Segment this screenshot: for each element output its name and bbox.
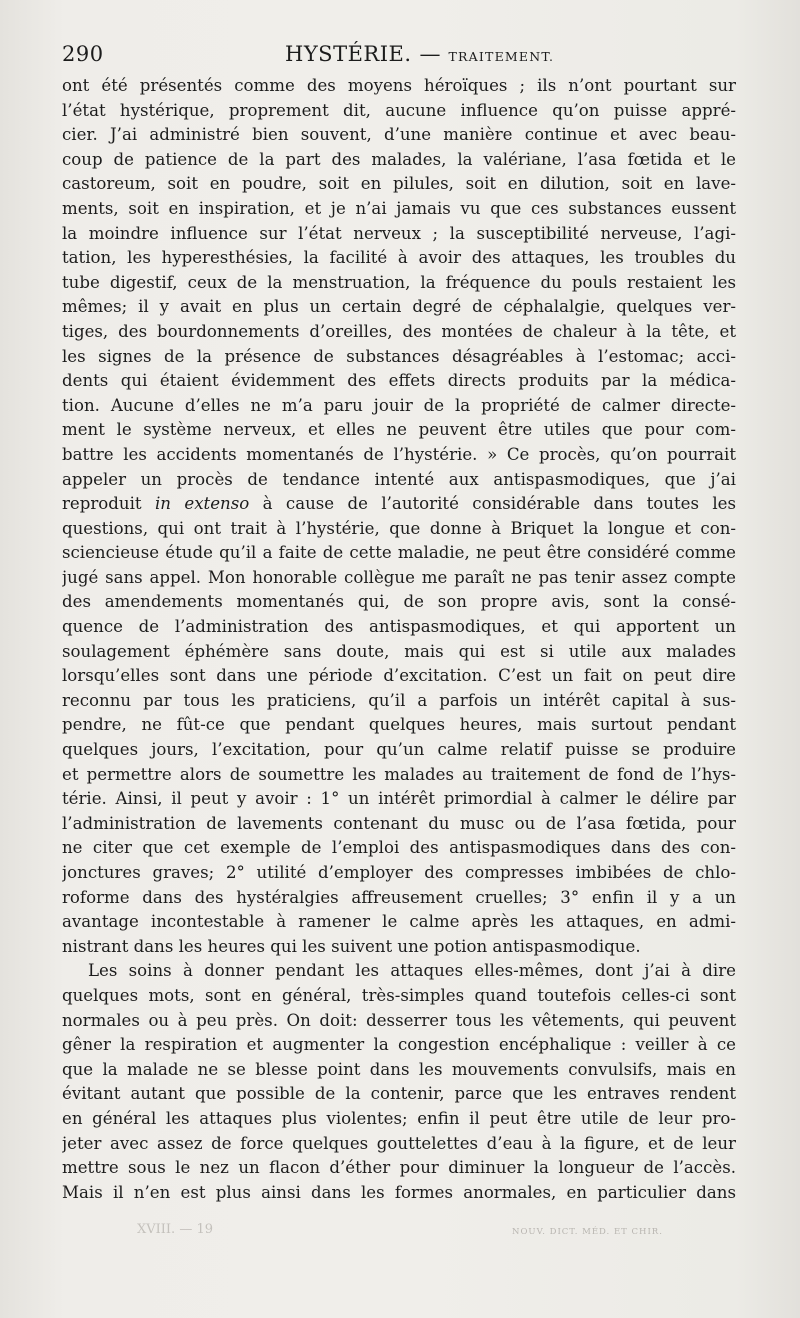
text-line: la moindre influence sur l’état nerveux ; la susceptibilité nerveuse, l’agi-: [62, 223, 736, 243]
text-line: gêner la respiration et augmenter la congestion encéphalique : veiller à ce: [62, 1035, 736, 1055]
text-line: quelques mots, sont en général, très-simples quand toutefois celles-ci sont: [62, 985, 736, 1005]
text-line: ments, soit en inspiration, et je n’ai jamais vu que ces substances eussent: [62, 198, 736, 218]
text-line: les signes de la présence de substances désagréables à l’estomac; acci-: [62, 346, 736, 366]
text-line: dents qui étaient évidemment des effets directs produits par la médica-: [62, 371, 736, 391]
text-line: tube digestif, ceux de la menstruation, la fréquence du pouls restaient les: [62, 272, 736, 292]
text-line: sciencieuse étude qu’il a faite de cette maladie, ne peut être considéré comme: [62, 543, 736, 563]
text-line: Les soins à donner pendant les attaques elles-mêmes, dont j’ai à dire: [88, 961, 736, 981]
text-line: ont été présentés comme des moyens héroïques ; ils n’ont pourtant sur: [62, 76, 736, 95]
text-line: battre les accidents momentanés de l’hystérie. » Ce procès, qu’on pourrait: [62, 444, 736, 464]
text-line: en général les attaques plus violentes; enfin il peut être utile de leur pro-: [62, 1108, 736, 1128]
text-line: jugé sans appel. Mon honorable collègue me paraît ne pas tenir assez compte: [62, 567, 736, 587]
text-line: tion. Aucune d’elles ne m’a paru jouir de la propriété de calmer directe-: [62, 395, 736, 415]
text-line: coup de patience de la part des malades, la valériane, l’asa fœtida et le: [62, 149, 736, 169]
text-line: roforme dans des hystéralgies affreusement cruelles; 3° enfin il y a un: [62, 887, 736, 907]
text-line: lorsqu’elles sont dans une période d’excitation. C’est un fait on peut dire: [62, 666, 736, 686]
text-line: appeler un procès de tendance intenté aux antispasmodiques, que j’ai: [62, 469, 736, 489]
text-line: évitant autant que possible de la contenir, parce que les entraves rendent: [62, 1084, 736, 1104]
text-line: normales ou à peu près. On doit: desserrer tous les vêtements, qui peuvent: [62, 1010, 736, 1030]
running-header: [62, 38, 738, 68]
text-line: avantage incontestable à ramener le calme après les attaques, en admi-: [62, 912, 736, 932]
text-line: pendre, ne fût-ce que pendant quelques heures, mais surtout pendant: [62, 715, 736, 735]
running-title-main: HYSTÉRIE.: [285, 42, 412, 66]
text-line: tiges, des bourdonnements d’oreilles, des montées de chaleur à la tête, et: [62, 321, 736, 341]
running-title: [285, 42, 554, 66]
italic-phrase: in extenso: [154, 494, 250, 514]
text-line: jeter avec assez de force quelques gouttelettes d’eau à la figure, et de leur: [62, 1133, 736, 1153]
running-title-dash: —: [419, 42, 441, 66]
text-line: Mais il n’en est plus ainsi dans les formes anormales, en particulier dans: [62, 1182, 736, 1202]
signature-mark: XVIII. — 19: [137, 1222, 213, 1237]
text-line: ment le système nerveux, et elles ne peuvent être utiles que pour com-: [62, 420, 736, 440]
text-line: tation, les hyperesthésies, la facilité à avoir des attaques, les troubles du: [62, 248, 736, 268]
text-line: castoreum, soit en poudre, soit en pilules, soit en dilution, soit en lave-: [62, 174, 736, 194]
running-title-sub: TRAITEMENT.: [448, 49, 555, 64]
text-line: soulagement éphémère sans doute, mais qui est si utile aux malades: [62, 641, 736, 661]
text-line: questions, qui ont trait à l’hystérie, que donne à Briquet la longue et con-: [62, 518, 736, 538]
text-line: reproduit in extenso à cause de l’autorité considérable dans toutes les: [62, 494, 736, 514]
text-line: térie. Ainsi, il peut y avoir : 1° un intérêt primordial à calmer le délire par: [62, 789, 736, 809]
text-line: reconnu par tous les praticiens, qu’il a parfois un intérêt capital à sus-: [62, 690, 736, 710]
page-number: 290: [62, 42, 104, 66]
text-line: des amendements momentanés qui, de son propre avis, sont la consé-: [62, 592, 736, 612]
text-line: mêmes; il y avait en plus un certain degré de céphalalgie, quelques ver-: [62, 297, 736, 317]
text-line: et permettre alors de soumettre les malades au traitement de fond de l’hys-: [62, 764, 736, 784]
text-line: nistrant dans les heures qui les suivent une potion antispasmodique.: [62, 936, 641, 956]
imprint-mark: NOUV. DICT. MÉD. ET CHIR.: [512, 1227, 663, 1237]
text-line: que la malade ne se blesse point dans les mouvements convulsifs, mais en: [62, 1059, 736, 1079]
text-line: jonctures graves; 2° utilité d’employer des compresses imbibées de chlo-: [62, 863, 736, 882]
text-line: ne citer que cet exemple de l’emploi des antispasmodiques dans des con-: [62, 838, 736, 858]
body-text: [62, 74, 736, 1205]
text-line: quence de l’administration des antispasmodiques, et qui apportent un: [62, 617, 736, 637]
text-line: l’état hystérique, proprement dit, aucune influence qu’on puisse appré-: [62, 100, 736, 120]
text-line: cier. J’ai administré bien souvent, d’une manière continue et avec beau-: [62, 125, 736, 145]
text-line: quelques jours, l’excitation, pour qu’un calme relatif puisse se produire: [62, 740, 736, 760]
text-line: mettre sous le nez un flacon d’éther pour diminuer la longueur de l’accès.: [62, 1158, 736, 1178]
text-line: l’administration de lavements contenant du musc ou de l’asa fœtida, pour: [62, 813, 736, 833]
